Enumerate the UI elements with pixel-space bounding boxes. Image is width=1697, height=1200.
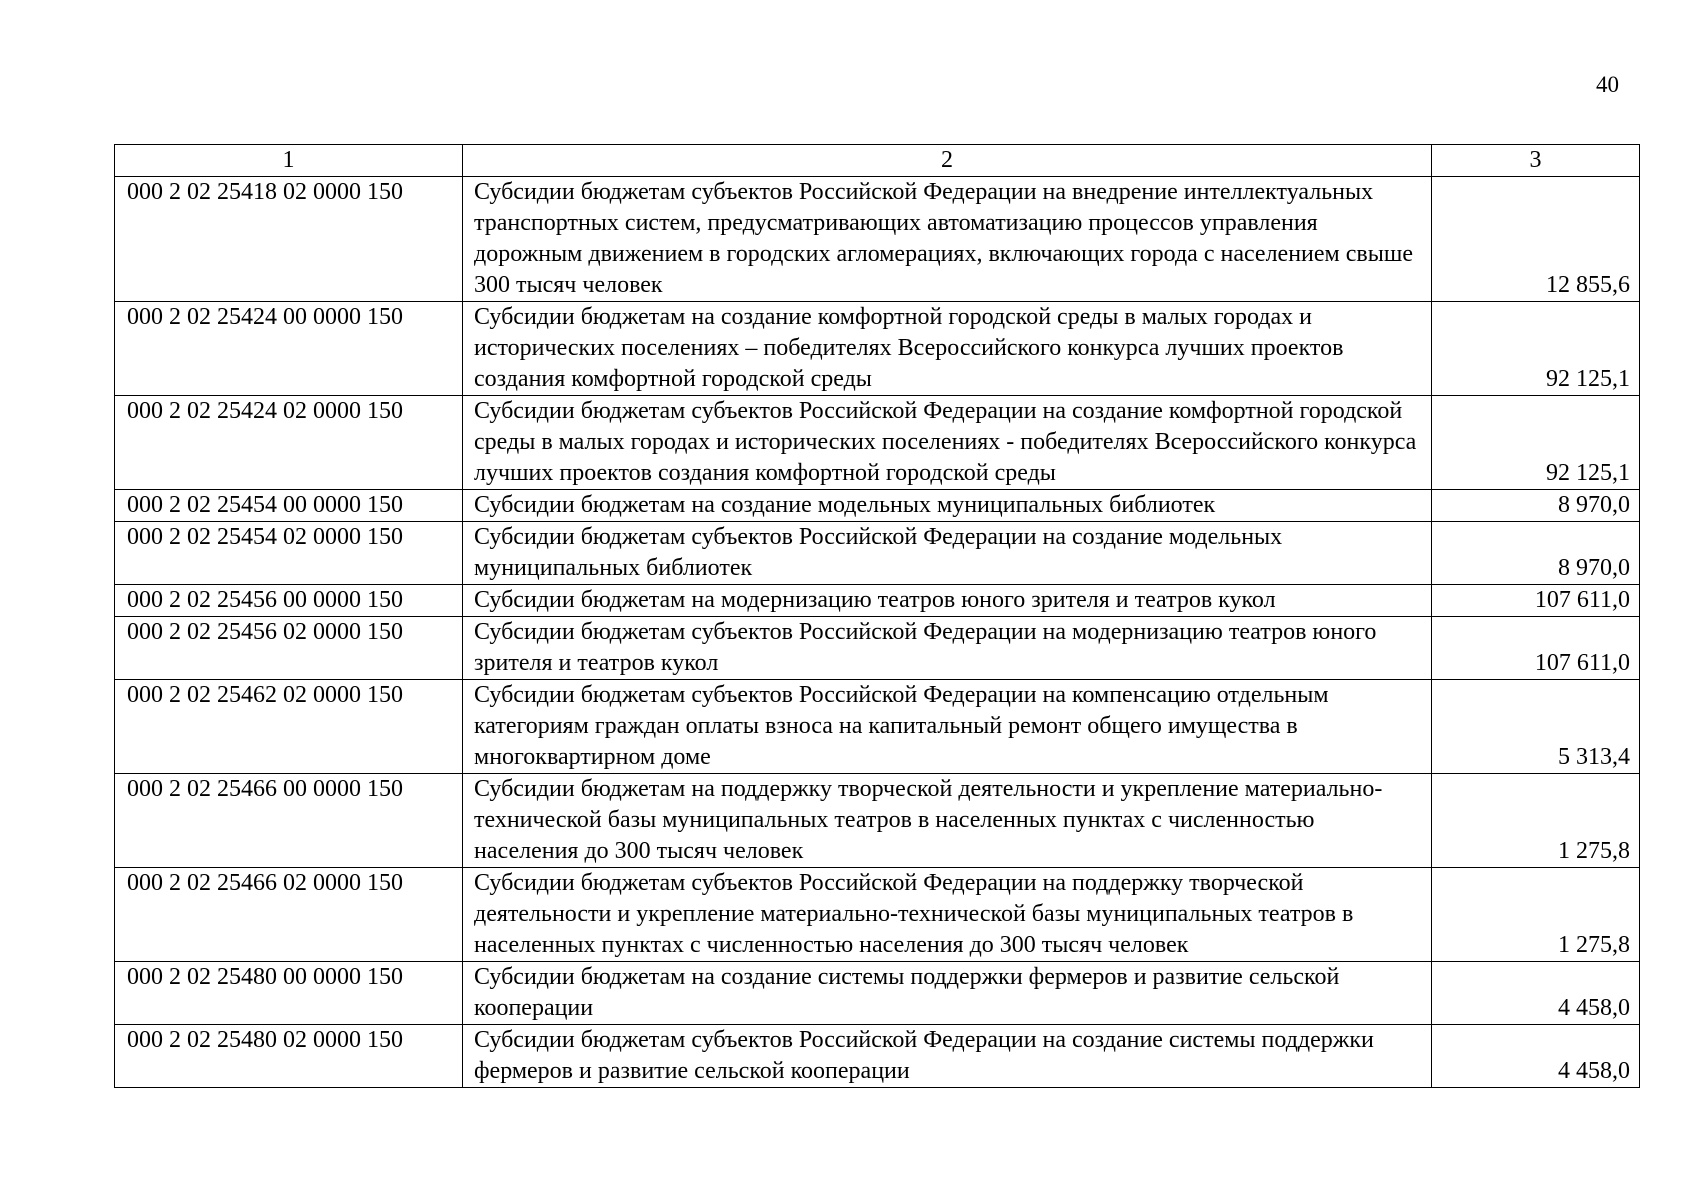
subsidy-name-cell: Субсидии бюджетам субъектов Российской Федерации на создание комфортной городской среды в малых городах и исторических поселениях - победителях Всероссийского конкурса лучших проектов создания комфортной городской среды [463, 396, 1432, 490]
amount-cell: 92 125,1 [1432, 396, 1640, 490]
table-row [115, 522, 1640, 585]
budget-code-cell: 000 2 02 25456 00 0000 150 [115, 585, 463, 617]
amount-cell: 107 611,0 [1432, 585, 1640, 617]
page-number: 40 [1596, 72, 1619, 97]
table-row [115, 868, 1640, 962]
table-header-row [115, 145, 1640, 177]
amount-cell: 5 313,4 [1432, 680, 1640, 774]
table-row [115, 1025, 1640, 1088]
amount-cell: 12 855,6 [1432, 177, 1640, 302]
table-row [115, 774, 1640, 868]
amount-cell: 4 458,0 [1432, 1025, 1640, 1088]
budget-code-cell: 000 2 02 25466 02 0000 150 [115, 868, 463, 962]
amount-cell: 8 970,0 [1432, 490, 1640, 522]
amount-cell: 92 125,1 [1432, 302, 1640, 396]
table-row [115, 680, 1640, 774]
budget-code-cell: 000 2 02 25454 02 0000 150 [115, 522, 463, 585]
budget-code-cell: 000 2 02 25454 00 0000 150 [115, 490, 463, 522]
budget-code-cell: 000 2 02 25424 02 0000 150 [115, 396, 463, 490]
amount-cell: 1 275,8 [1432, 868, 1640, 962]
subsidy-name-cell: Субсидии бюджетам субъектов Российской Федерации на модернизацию театров юного зрителя и театров кукол [463, 617, 1432, 680]
table-row [115, 617, 1640, 680]
budget-code-cell: 000 2 02 25424 00 0000 150 [115, 302, 463, 396]
subsidy-name-cell: Субсидии бюджетам субъектов Российской Федерации на поддержку творческой деятельности и укрепление материально-технической базы муниципальных театров в населенных пунктах с численностью населения до 300 тысяч человек [463, 868, 1432, 962]
budget-code-cell: 000 2 02 25480 00 0000 150 [115, 962, 463, 1025]
amount-cell: 4 458,0 [1432, 962, 1640, 1025]
subsidy-name-cell: Субсидии бюджетам на создание комфортной городской среды в малых городах и исторических поселениях – победителях Всероссийского конкурса лучших проектов создания комфортной городской среды [463, 302, 1432, 396]
budget-code-cell: 000 2 02 25462 02 0000 150 [115, 680, 463, 774]
table-row [115, 962, 1640, 1025]
budget-table [114, 144, 1640, 1088]
subsidy-name-cell: Субсидии бюджетам на создание системы поддержки фермеров и развитие сельской кооперации [463, 962, 1432, 1025]
column-header-name: 2 [463, 145, 1432, 177]
subsidy-name-cell: Субсидии бюджетам на создание модельных муниципальных библиотек [463, 490, 1432, 522]
subsidy-name-cell: Субсидии бюджетам на поддержку творческой деятельности и укрепление материально-технической базы муниципальных театров в населенных пунктах с численностью населения до 300 тысяч человек [463, 774, 1432, 868]
budget-code-cell: 000 2 02 25456 02 0000 150 [115, 617, 463, 680]
amount-cell: 1 275,8 [1432, 774, 1640, 868]
amount-cell: 107 611,0 [1432, 617, 1640, 680]
subsidy-name-cell: Субсидии бюджетам субъектов Российской Федерации на создание модельных муниципальных библиотек [463, 522, 1432, 585]
table-row [115, 396, 1640, 490]
column-header-code: 1 [115, 145, 463, 177]
subsidy-name-cell: Субсидии бюджетам субъектов Российской Федерации на внедрение интеллектуальных транспортных систем, предусматривающих автоматизацию процессов управления дорожным движением в городских агломерациях, включающих города с населением свыше 300 тысяч человек [463, 177, 1432, 302]
table-row [115, 490, 1640, 522]
subsidy-name-cell: Субсидии бюджетам субъектов Российской Федерации на компенсацию отдельным категориям граждан оплаты взноса на капитальный ремонт общего имущества в многоквартирном доме [463, 680, 1432, 774]
budget-code-cell: 000 2 02 25466 00 0000 150 [115, 774, 463, 868]
table-row [115, 302, 1640, 396]
budget-code-cell: 000 2 02 25480 02 0000 150 [115, 1025, 463, 1088]
subsidy-name-cell: Субсидии бюджетам субъектов Российской Федерации на создание системы поддержки фермеров и развитие сельской кооперации [463, 1025, 1432, 1088]
column-header-amount: 3 [1432, 145, 1640, 177]
subsidy-name-cell: Субсидии бюджетам на модернизацию театров юного зрителя и театров кукол [463, 585, 1432, 617]
amount-cell: 8 970,0 [1432, 522, 1640, 585]
budget-code-cell: 000 2 02 25418 02 0000 150 [115, 177, 463, 302]
table-row [115, 177, 1640, 302]
table-row [115, 585, 1640, 617]
